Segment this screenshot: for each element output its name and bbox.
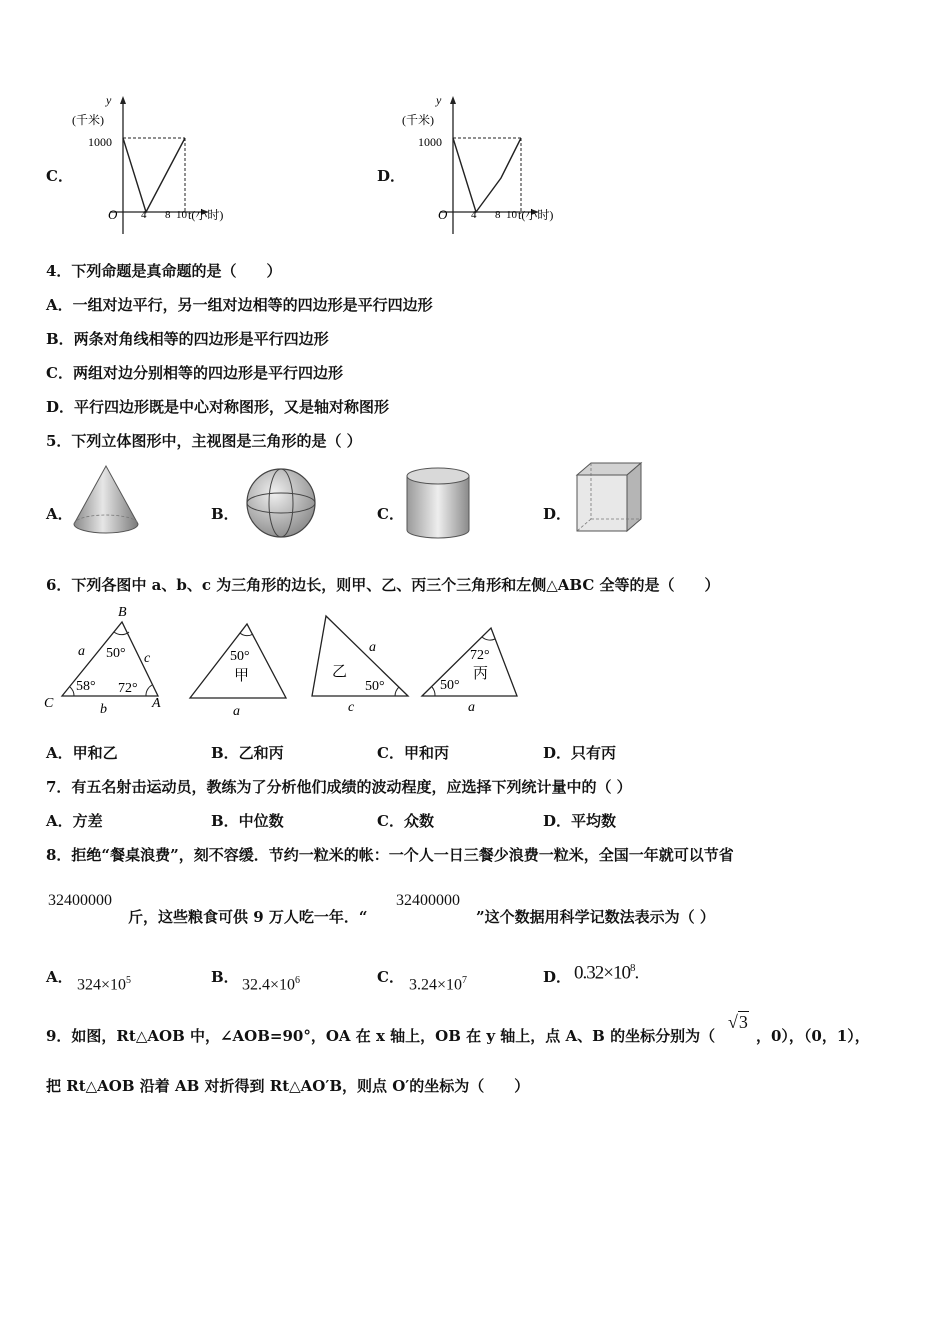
q8-stem-1: 8．拒绝“餐桌浪费”，刻不容缓．节约一粒米的帐：一个人一日三餐少浪费一粒米，全国一年就可以节省 (46, 846, 734, 864)
q8-option-d-label[interactable]: D． (543, 968, 572, 986)
q8-option-b-label[interactable]: B． (211, 968, 239, 986)
triangle-bing-figure (418, 622, 526, 718)
q5-option-a-label[interactable]: A． (46, 505, 73, 523)
origin-label: O (438, 207, 448, 222)
q5-option-b-label[interactable]: B． (211, 505, 239, 523)
q3-option-d-graph (400, 92, 580, 240)
graph-line (123, 138, 185, 212)
vertex-b: B (118, 605, 127, 620)
unit-label: (千米) (72, 113, 104, 127)
side-a-yi: a (369, 640, 376, 655)
q8-stem-2: 斤，这些粮食可供 9 万人吃一年．“ (128, 908, 368, 926)
x-tick-10: 10 (506, 209, 517, 221)
q7-option-b[interactable]: B．中位数 (211, 812, 284, 830)
q9-sqrt3 (728, 1012, 749, 1033)
q5-stem: 5．下列立体图形中，主视图是三角形的是（ ） (46, 432, 362, 450)
angle-b: 50° (106, 646, 126, 661)
angle-top-bing: 72° (470, 648, 490, 663)
q6-option-a[interactable]: A．甲和乙 (46, 744, 118, 762)
side-bing: a (468, 700, 475, 715)
x-axis-label: t(小时) (518, 208, 554, 222)
q4-option-c[interactable]: C．两组对边分别相等的四边形是平行四边形 (46, 364, 343, 382)
q5-option-c-label[interactable]: C． (377, 505, 404, 523)
sqrt-radicand: 3 (738, 1012, 748, 1032)
q7-stem: 7．有五名射击运动员，教练为了分析他们成绩的波动程度，应选择下列统计量中的（ ） (46, 778, 632, 796)
y-axis-arrow (450, 96, 456, 104)
angle-jia: 50° (230, 649, 250, 664)
q4-option-d[interactable]: D．平行四边形既是中心对称图形，又是轴对称图形 (46, 398, 390, 416)
angle-left-bing: 50° (440, 678, 460, 693)
q4-option-b[interactable]: B．两条对角线相等的四边形是平行四边形 (46, 330, 329, 348)
q8-option-a-label[interactable]: A． (46, 968, 73, 986)
q7-option-d[interactable]: D．平均数 (543, 812, 617, 830)
side-c-yi: c (348, 700, 355, 715)
name-yi: 乙 (332, 664, 348, 680)
y-tick-label: 1000 (88, 135, 112, 149)
q4-stem: 4．下列命题是真命题的是（ ） (46, 262, 282, 280)
origin-label: O (108, 207, 118, 222)
q8-option-b-value[interactable]: $32.4\times 10^6$ (242, 975, 301, 994)
x-tick-8: 8 (165, 209, 171, 221)
q4-option-a[interactable]: A．一组对边平行，另一组对边相等的四边形是平行四边形 (46, 296, 433, 314)
x-tick-10: 10 (176, 209, 187, 221)
x-tick-4: 4 (141, 209, 147, 221)
unit-label: (千米) (402, 113, 434, 127)
name-bing: 丙 (473, 666, 489, 682)
triangle-jia-figure (185, 618, 295, 718)
q8-option-c-label[interactable]: C． (377, 968, 404, 986)
angle-a: 72° (118, 681, 138, 696)
q8-number-1: 32400000 (48, 892, 112, 909)
q8-option-c-value[interactable]: $3.24\times 10^7$ (409, 975, 468, 994)
y-axis-arrow (120, 96, 126, 104)
angle-c: 58° (76, 679, 96, 694)
q7-option-a[interactable]: A．方差 (46, 812, 103, 830)
sqrt-symbol: √ (728, 1012, 738, 1032)
q8-stem-3: ”这个数据用科学记数法表示为（ ） (476, 908, 715, 926)
q3-option-c-label[interactable]: C． (46, 167, 73, 185)
q9-stem-2: ，0），（0，1）， (756, 1027, 870, 1045)
x-tick-4: 4 (471, 209, 477, 221)
side-b: b (100, 702, 107, 717)
cylinder-figure (403, 464, 473, 542)
cube-figure (573, 461, 647, 537)
q6-option-c[interactable]: C．甲和丙 (377, 744, 449, 762)
side-c: c (144, 651, 151, 666)
graph-line (453, 138, 521, 212)
q9-stem-3: 把 Rt△AOB 沿着 AB 对折得到 Rt△AO′B，则点 O′的坐标为（ ） (46, 1077, 530, 1095)
q8-number-2: 32400000 (396, 892, 460, 909)
q7-option-c[interactable]: C．众数 (377, 812, 434, 830)
cone-figure (70, 462, 145, 540)
vertex-c: C (44, 696, 54, 711)
side-a: a (78, 644, 85, 659)
y-label: y (436, 93, 442, 107)
q6-option-d[interactable]: D．只有丙 (543, 744, 617, 762)
name-jia: 甲 (234, 668, 250, 684)
angle-yi: 50° (365, 679, 385, 694)
q3-option-d-label[interactable]: D． (377, 167, 406, 185)
q8-option-a-value[interactable]: $324\times 10^5$ (77, 975, 132, 994)
sphere-figure (243, 465, 319, 541)
q6-stem: 6．下列各图中 a、b、c 为三角形的边长，则甲、乙、丙三个三角形和左侧△ABC 全等的是（ ） (46, 576, 720, 594)
x-tick-8: 8 (495, 209, 501, 221)
y-label: y (106, 93, 112, 107)
triangle-abc-figure (40, 602, 170, 717)
vertex-a: A (152, 696, 161, 711)
y-tick-label: 1000 (418, 135, 442, 149)
q6-option-b[interactable]: B．乙和丙 (211, 744, 284, 762)
side-jia: a (233, 704, 240, 718)
q8-option-d-value[interactable]: $0.32\times 10^8$. (574, 962, 639, 984)
q3-option-c-graph (70, 92, 250, 240)
q5-option-d-label[interactable]: D． (543, 505, 572, 523)
x-axis-label: t(小时) (188, 208, 224, 222)
triangle-yi-figure (305, 610, 415, 718)
q9-stem-1: 9．如图，Rt△AOB 中，∠AOB=90°，OA 在 x 轴上，OB 在 y 轴上，点 A、B 的坐标分别为（ (46, 1027, 716, 1045)
